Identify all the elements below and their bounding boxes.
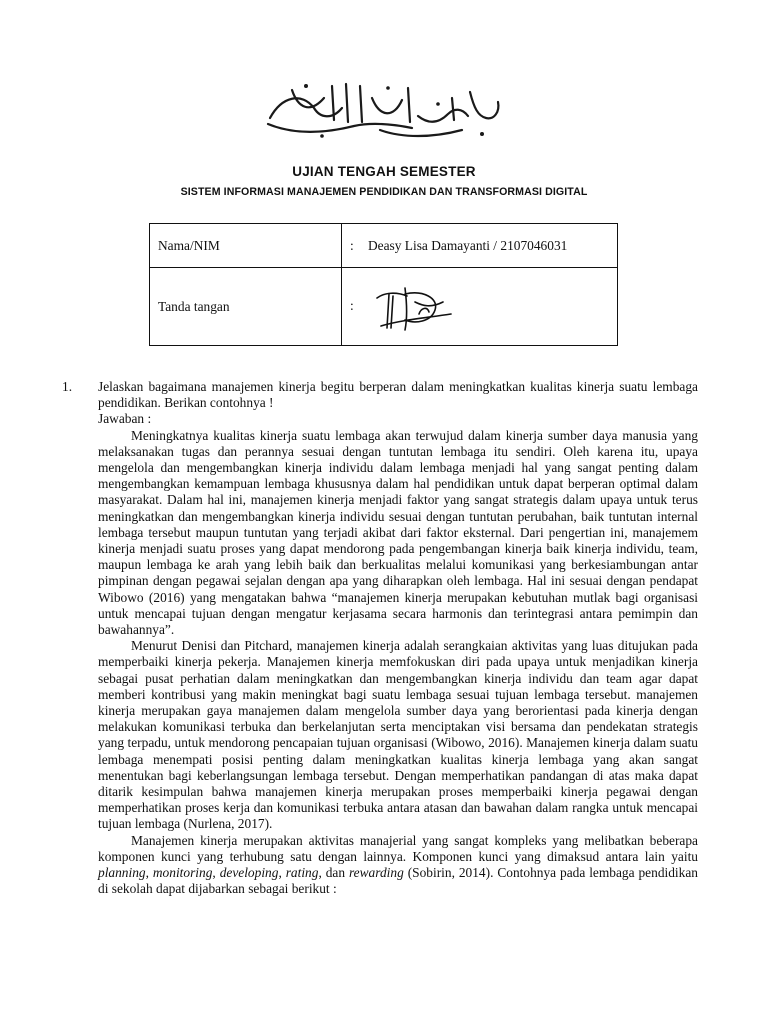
term-rewarding: rewarding [348, 865, 404, 881]
document-subtitle: SISTEM INFORMASI MANAJEMEN PENDIDIKAN DAN TRANSFORMASI DIGITAL [180, 186, 588, 198]
signature-label: Tanda tangan [150, 268, 342, 346]
answer-paragraph-2: Menurut Denisi dan Pitchard, manajemen kinerja adalah serangkaian aktivitas yang luas ditujukan pada memperbaiki kinerja pekerja. Manajemen kinerja memfokuskan diri pada upaya untuk menjadikan kinerja sebagai pusat perhatian dalam meningkatkan dan mengembangkan kinerja individu dan team agar dapat memberi kontribusi yang makin meningkat bagi suatu lembaga sesuai tujuan lembaga tersebut. manajemen kinerja merupakan gaya manajemen dalam mengelola sumber daya yang berorientasi pada kinerja dengan melakukan komunikasi terbuka dan berkelanjutan serta menciptakan visi bersama dan pendekatan strategis yang terpadu, untuk mendorong pencapaian tujuan organisasi (Wibowo, 2016). Manajemen kinerja dalam suatu lembaga menempati posisi penting dalam meningkatkan kualitas kinerja lembaga yang akan sangat menentukan bagi keberlangsungan lembaga tersebut. Dengan memperhatikan pandangan di atas maka dapat ditarik kesimpulan bahwa manajemen kinerja merupakan proses memperbaiki kinerja pegawai dengan memperhatikan proses kerja dan komunikasi terbuka antara atasan dan bawahan dalam rangka untuk mencapai tujuan lembaga (Nurlena, 2017). [98, 638, 698, 832]
signature-colon: : [350, 297, 354, 313]
signature-cell [342, 268, 618, 346]
question-text: Jelaskan bagaimana manajemen kinerja begitu berperan dalam meningkatkan kualitas kinerja suatu lembaga pendidikan. Berikan contohnya ! [98, 379, 698, 411]
document-title: UJIAN TENGAH SEMESTER [292, 164, 476, 179]
answer-paragraph-3 [98, 833, 698, 898]
name-colon: : [350, 237, 354, 253]
name-cell [342, 224, 618, 268]
handwritten-signature [371, 280, 455, 334]
question-number: 1. [62, 379, 73, 394]
basmala-calligraphy [262, 78, 506, 144]
term-planning: planning [98, 865, 146, 881]
answer-paragraph-1: Meningkatnya kualitas kinerja suatu lembaga akan terwujud dalam kinerja sumber daya manusia yang melaksanakan tugas dan perannya sesuai dengan tuntutan lembaga itu sendiri. Oleh karena itu, upaya mengelola dan mengembangkan kinerja individu dalam lembaga menjadi hal yang sangat penting dalam mengembangkan kemampuan lembaga khususnya dalam hal pendidikan untuk dapat berperan optimal dalam masyarakat. Dalam hal ini, manajemen kinerja menjadi faktor yang sangat strategis dalam upaya untuk terus meningkatkan dan mengembangkan kinerja individu sesuai dengan tuntutan perubahan, baik tuntutan internal lembaga tersebut maupun tuntutan yang terjadi akibat dari faktor eksternal. Dari pengertian ini, manajemem kinerja menjadi suatu proses yang dapat mendorong pada pengembangan kinerja baik kinerja individu, team, maupun lembaga ke arah yang lebih baik dan berkualitas melalui komunikasi yang berkesiambungan antar pimpinan dengan pegawai sejalan dengan apa yang diharapkan oleh lembaga. Hal ini sesuai dengan pendapat Wibowo (2016) yang mengatakan bahwa “manajemen kinerja merupakan kebutuhan mutlak bagi organisasi untuk mencapai tujuan dengan mengatur kerjasama secara harmonis dan terintegrasi antara pemimpin dan bawahannya”. [98, 427, 698, 638]
separator-3: , [278, 865, 286, 881]
name-value: Deasy Lisa Damayanti / 2107046031 [368, 237, 568, 253]
term-rating: rating [285, 865, 319, 881]
answer-label: Jawaban : [98, 411, 152, 427]
name-label: Nama/NIM [150, 224, 342, 268]
separator-4: , dan [318, 865, 349, 881]
paragraph-3-end: (Sobirin, 2014). Contohnya pada lembaga pendidikan di sekolah dapat dijabarkan sebagai berikut : [98, 865, 698, 897]
question-body [98, 379, 698, 898]
identity-table [149, 223, 618, 346]
signature-row [150, 268, 618, 346]
paragraph-3-start: Manajemen kinerja merupakan aktivitas manajerial yang sangat kompleks yang melibatkan beberapa komponen kunci yang terhubung satu dengan lainnya. Komponen kunci yang dimaksud antara lain yaitu [98, 832, 698, 864]
separator-2: , [212, 865, 220, 881]
separator-1: , [145, 865, 153, 881]
term-developing: developing [219, 865, 279, 881]
name-row [150, 224, 618, 268]
term-monitoring: monitoring [152, 865, 213, 881]
